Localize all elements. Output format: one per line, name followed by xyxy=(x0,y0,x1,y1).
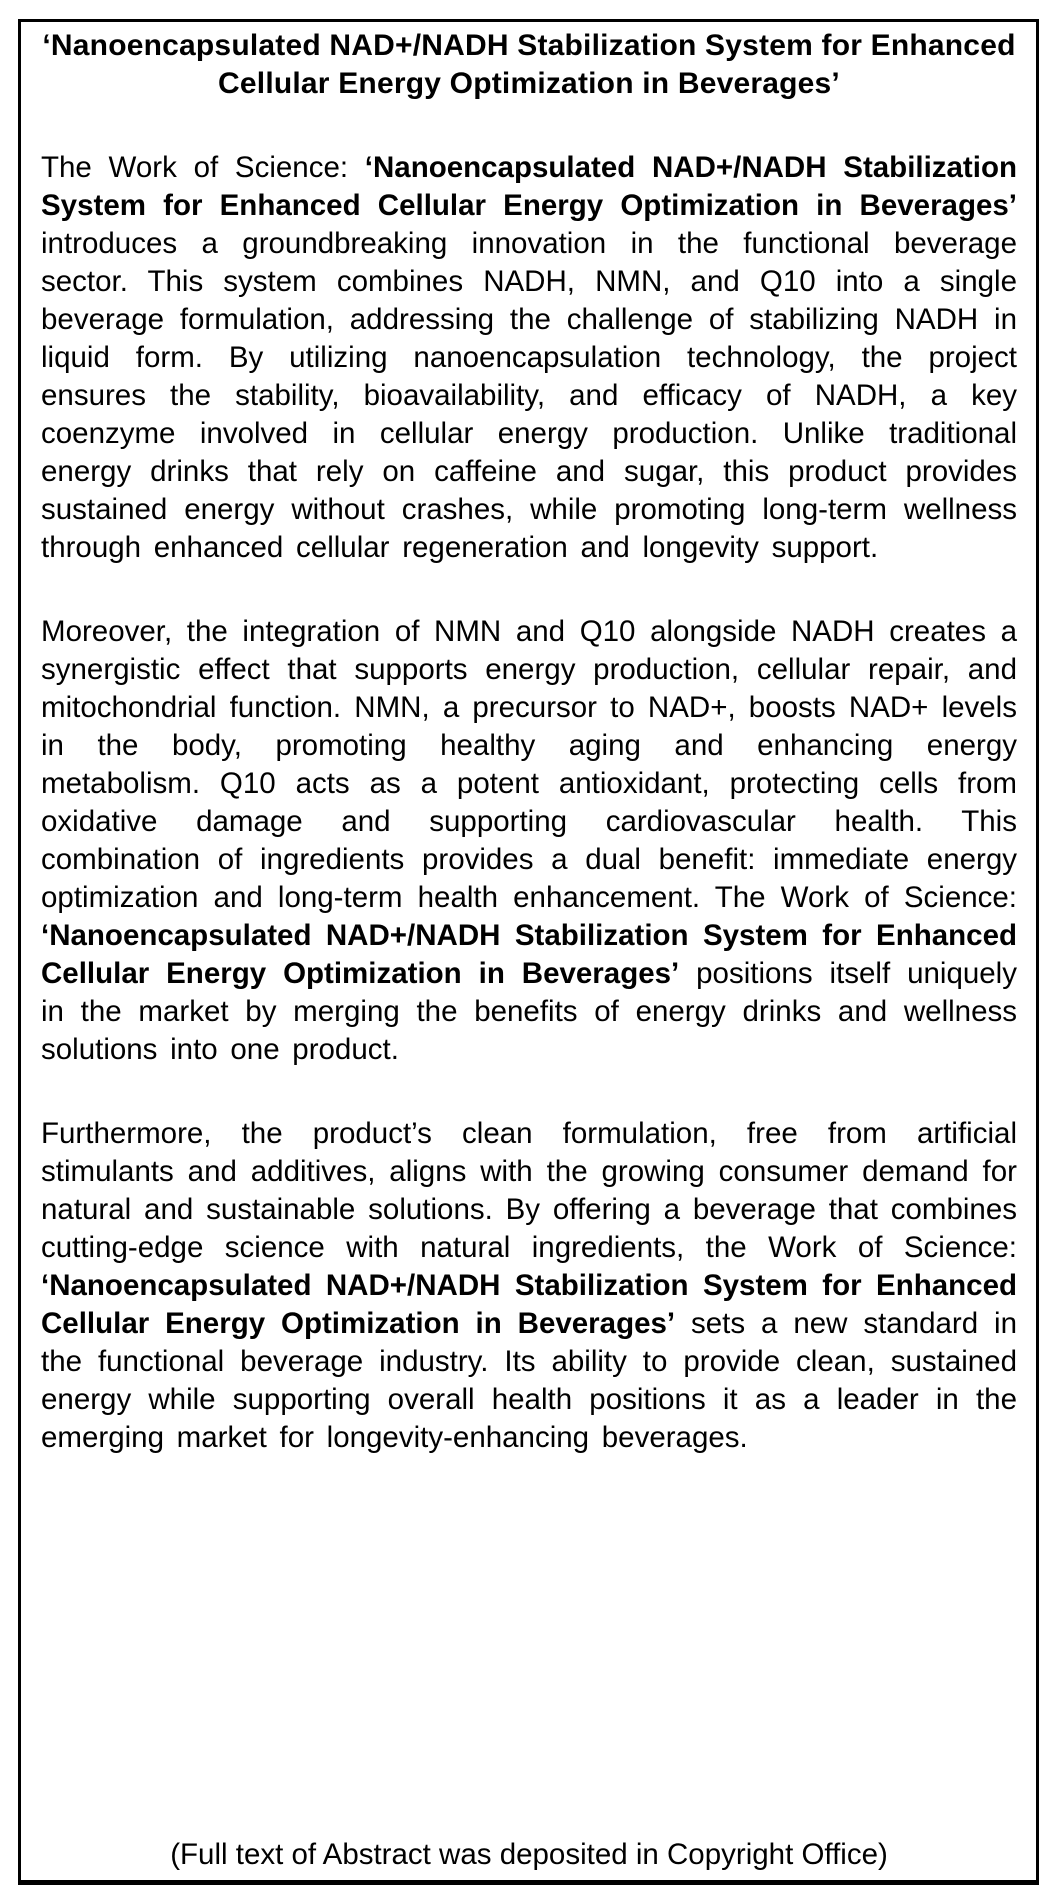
text-run: sets a new standard in the functional beverage industry. Its ability to provide clean, sustained energy while supporting overall health positions it as a leader in the emerging market for longevity-enhancing beverages. xyxy=(41,1307,1018,1454)
text-run: The Work of Science: xyxy=(41,151,365,184)
text-run: Moreover, the integration of NMN and Q10 alongside NADH creates a synergistic effect that supports energy production, cellular repair, and mitochondrial function. NMN, a precursor to NAD+, boosts NAD+ levels in the body, promoting healthy aging and enhancing energy metabolism. Q10 acts as a potent antioxidant, protecting cells from oxidative damage and supporting cardiovascular health. This combination of ingredients provides a dual benefit: immediate energy optimization and long-term health enhancement. The Work of Science: xyxy=(41,615,1017,914)
text-run: introduces a groundbreaking innovation in the functional beverage sector. This system combines NADH, NMN, and Q10 into a single beverage formulation, addressing the challenge of stabilizing NADH in liquid form. By utilizing nanoencapsulation technology, the project ensures the stability, bioavailability, and efficacy of NADH, a key coenzyme involved in cellular energy production. Unlike traditional energy drinks that rely on caffeine and sugar, this product provides sustained energy without crashes, while promoting long-term wellness through enhanced cellular regeneration and longevity support. xyxy=(41,227,1017,564)
abstract-box xyxy=(18,19,1039,1885)
deposit-note: (Full text of Abstract was deposited in Copyright Office) xyxy=(170,1838,888,1871)
text-run-bold-title: ‘Nanoencapsulated NAD+/NADH Stabilization System for Enhanced Cellular Energy Optimization in Beverages’ xyxy=(41,919,1017,990)
paragraph-1 xyxy=(41,149,1017,567)
text-run: Furthermore, the product’s clean formulation, free from artificial stimulants and additives, aligns with the growing consumer demand for natural and sustainable solutions. By offering a beverage that combines cutting-edge science with natural ingredients, the Work of Science: xyxy=(41,1117,1017,1264)
text-run-bold-title: ‘Nanoencapsulated NAD+/NADH Stabilization System for Enhanced Cellular Energy Optimization in Beverages’ xyxy=(41,1269,1017,1340)
document-title: ‘Nanoencapsulated NAD+/NADH Stabilization System for Enhanced Cellular Energy Optimization in Beverages’ xyxy=(42,29,1016,100)
text-run-bold-title: ‘Nanoencapsulated NAD+/NADH Stabilization System for Enhanced Cellular Energy Optimization in Beverages’ xyxy=(41,151,1017,222)
paragraph-2 xyxy=(41,613,1017,1069)
paragraph-3 xyxy=(41,1115,1017,1457)
text-run: positions itself uniquely in the market by merging the benefits of energy drinks and wellness solutions into one product. xyxy=(41,957,1017,1066)
